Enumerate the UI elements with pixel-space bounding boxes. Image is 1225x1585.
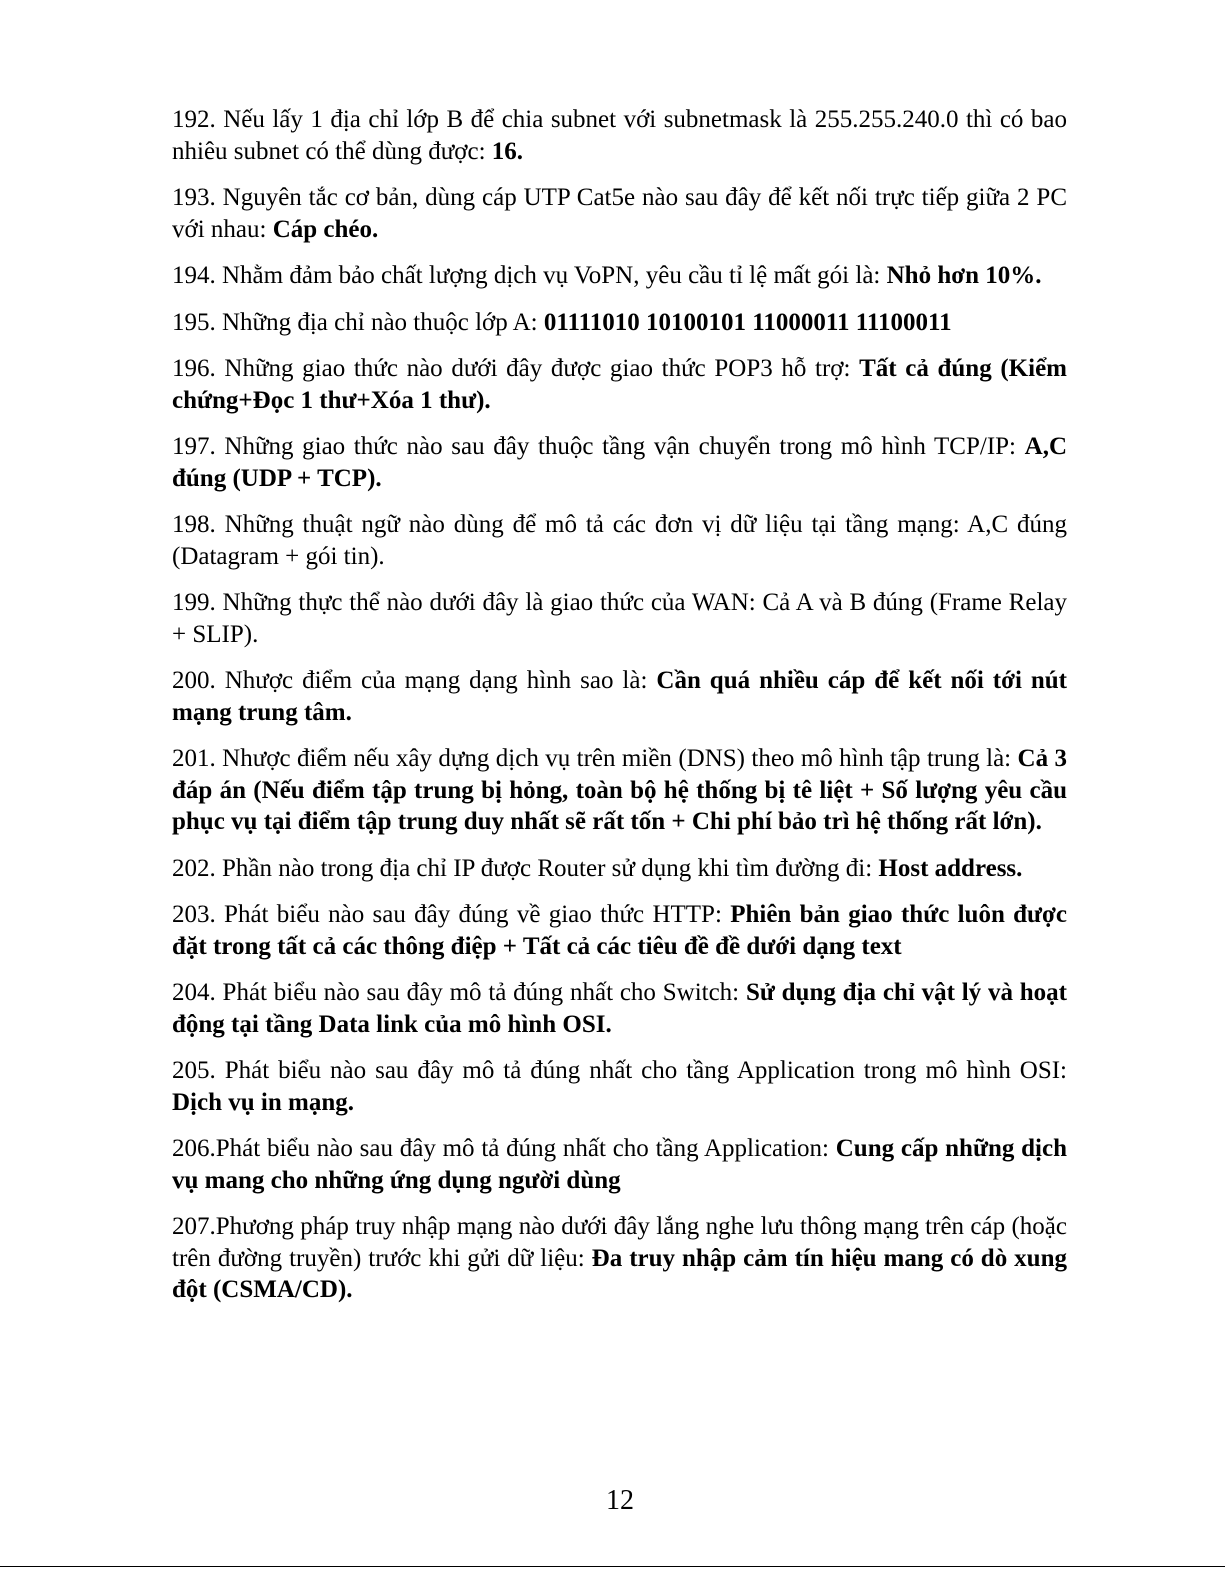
answer-text: 16. bbox=[491, 137, 524, 165]
answer-text: A,C đúng (UDP + TCP). bbox=[172, 433, 1067, 492]
answer-text: Nhỏ hơn 10%. bbox=[886, 262, 1042, 289]
answer-text: Cả 3 đáp án (Nếu điểm tập trung bị hỏng, toàn bộ hệ thống bị tê liệt + Số lượng yêu cầu phục vụ tại điểm tập trung duy nhất sẽ rất tốn + Chi phí bảo trì hệ thống rất lớn). bbox=[172, 745, 1067, 835]
question-196 bbox=[172, 353, 1067, 416]
question-text: 196. Những giao thức nào dưới đây được giao thức POP3 hỗ trợ: bbox=[172, 355, 860, 382]
question-197 bbox=[172, 431, 1067, 494]
question-text: 205. Phát biểu nào sau đây mô tả đúng nhất cho tầng Application trong mô hình OSI: bbox=[172, 1057, 1067, 1084]
question-text: 193. Nguyên tắc cơ bản, dùng cáp UTP Cat5e nào sau đây để kết nối trực tiếp giữa 2 PC với nhau: bbox=[172, 184, 1067, 243]
question-203 bbox=[172, 899, 1067, 962]
question-text: 204. Phát biểu nào sau đây mô tả đúng nhất cho Switch: bbox=[172, 979, 746, 1006]
answer-text: Host address. bbox=[878, 854, 1023, 882]
answer-text: Sử dụng địa chỉ vật lý và hoạt động tại tầng Data link của mô hình OSI. bbox=[172, 979, 1067, 1038]
answer-text: Cung cấp những dịch vụ mang cho những ứng dụng người dùng bbox=[172, 1135, 1067, 1194]
question-text: 197. Những giao thức nào sau đây thuộc tầng vận chuyển trong mô hình TCP/IP: bbox=[172, 433, 1025, 460]
question-text: 198. Những thuật ngữ nào dùng để mô tả các đơn vị dữ liệu tại tầng mạng: A,C đúng (Datagram + gói tin). bbox=[172, 511, 1067, 570]
question-text: 202. Phần nào trong địa chỉ IP được Router sử dụng khi tìm đường đi: bbox=[172, 854, 879, 882]
answer-text: 01111010 10100101 11000011 11100011 bbox=[543, 308, 952, 336]
document-body bbox=[172, 104, 1067, 1321]
question-text: 195. Những địa chỉ nào thuộc lớp A: bbox=[172, 308, 544, 336]
question-199 bbox=[172, 587, 1067, 650]
question-202 bbox=[172, 853, 1067, 885]
page-bottom-divider bbox=[0, 1566, 1225, 1567]
answer-text: Đa truy nhập cảm tín hiệu mang có dò xung đột (CSMA/CD). bbox=[172, 1244, 1067, 1303]
question-text: 206.Phát biểu nào sau đây mô tả đúng nhất cho tầng Application: bbox=[172, 1135, 836, 1162]
question-194 bbox=[172, 260, 1067, 292]
question-200 bbox=[172, 665, 1067, 728]
answer-text: Dịch vụ in mạng. bbox=[172, 1088, 354, 1116]
question-206 bbox=[172, 1133, 1067, 1196]
page-number: 12 bbox=[606, 1485, 634, 1516]
question-text: 199. Những thực thể nào dưới đây là giao thức của WAN: Cả A và B đúng (Frame Relay + SLIP). bbox=[172, 589, 1067, 648]
question-text: 207.Phương pháp truy nhập mạng nào dưới đây lắng nghe lưu thông mạng trên cáp (hoặc trên đường truyền) trước khi gửi dữ liệu: bbox=[172, 1213, 1067, 1272]
question-text: 200. Nhược điểm của mạng dạng hình sao là: bbox=[172, 667, 657, 694]
question-207 bbox=[172, 1211, 1067, 1306]
question-195 bbox=[172, 307, 1067, 339]
question-204 bbox=[172, 977, 1067, 1040]
question-text: 203. Phát biểu nào sau đây đúng về giao thức HTTP: bbox=[172, 901, 731, 928]
question-193 bbox=[172, 182, 1067, 245]
question-text: 192. Nếu lấy 1 địa chỉ lớp B để chia subnet với subnetmask là 255.255.240.0 thì có bao nhiêu subnet có thể dùng được: bbox=[172, 106, 1067, 165]
answer-text: Tất cả đúng (Kiểm chứng+Đọc 1 thư+Xóa 1 thư). bbox=[172, 355, 1067, 414]
answer-text: Phiên bản giao thức luôn được đặt trong tất cả các thông điệp + Tất cả các tiêu đề đề dưới dạng text bbox=[172, 901, 1067, 960]
question-192 bbox=[172, 104, 1067, 167]
answer-text: Cần quá nhiều cáp để kết nối tới nút mạng trung tâm. bbox=[172, 667, 1068, 726]
question-201 bbox=[172, 743, 1067, 838]
answer-text: Cáp chéo. bbox=[272, 215, 379, 243]
question-205 bbox=[172, 1055, 1067, 1118]
question-198 bbox=[172, 509, 1067, 572]
question-text: 201. Nhược điểm nếu xây dựng dịch vụ trên miền (DNS) theo mô hình tập trung là: bbox=[172, 745, 1018, 772]
question-text: 194. Nhằm đảm bảo chất lượng dịch vụ VoPN, yêu cầu tỉ lệ mất gói là: bbox=[172, 262, 887, 289]
